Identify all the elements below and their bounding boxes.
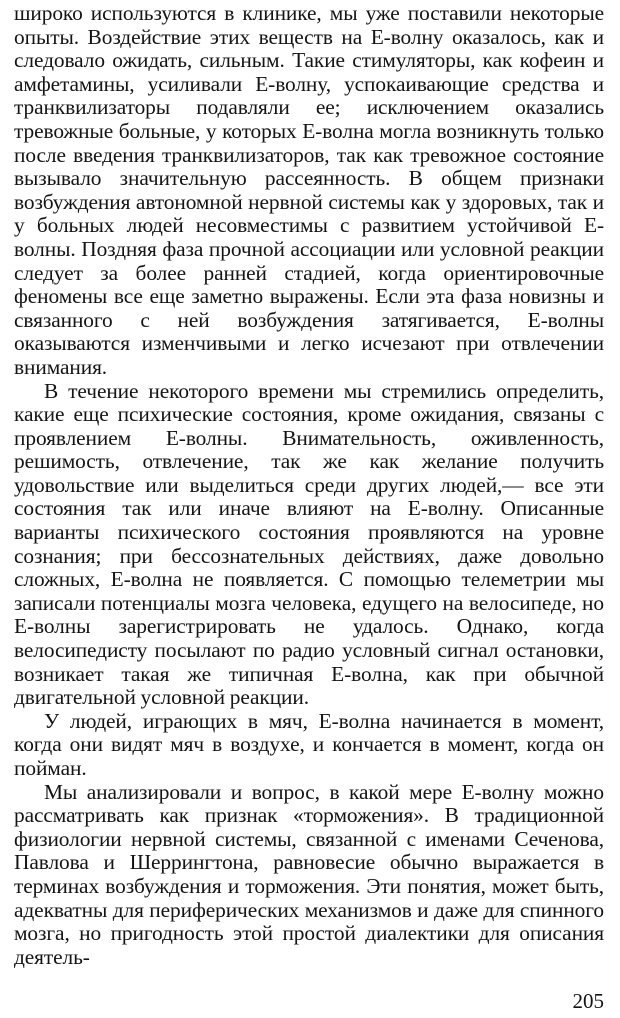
paragraph-4: Мы анализировали и вопрос, в какой мере E-волну можно рассматривать как признак «торможения». В традиционной физиологии нервной системы, связанной с именами Сеченова, Павлова и Шеррингтона, равновесие обычно выражается в терминах возбуждения и торможения. Эти понятия, может быть, адекватны для периферических механизмов и даже для спинного мозга, но пригодность этой простой диалектики для описания деятель- xyxy=(14,779,604,969)
page-text xyxy=(14,2,604,969)
page-number: 205 xyxy=(572,989,604,1013)
paragraph-2: В течение некоторого времени мы стремились определить, какие еще психические состояния, кроме ожидания, связаны с проявлением E-волны. Внимательность, оживленность, решимость, отвлечение, так же как желание получить удовольствие или выделиться среди других людей,— все эти состояния так или иначе влияют на E-волну. Описанные варианты психического состояния проявляются на уровне сознания; при бессознательных действиях, даже довольно сложных, E-волна не появляется. С помощью телеметрии мы записали потенциалы мозга человека, едущего на велосипеде, но E-волны зарегистрировать не удалось. Однако, когда велосипедисту посылают по радио условный сигнал остановки, возникает такая же типичная E-волна, как при обычной двигательной условной реакции. xyxy=(14,378,604,710)
paragraph-1: широко используются в клинике, мы уже поставили некоторые опыты. Воздействие этих веществ на E-волну оказалось, как и следовало ожидать, сильным. Такие стимуляторы, как кофеин и амфетамины, усиливали E-волну, успокаивающие средства и транквилизаторы подавляли ее; исключением оказались тревожные больные, у которых E-волна могла возникнуть только после введения транквилизаторов, так как тревожное состояние вызывало значительную рассеянность. В общем признаки возбуждения автономной нервной системы как у здоровых, так и у больных людей несовместимы с развитием устойчивой E-волны. Поздняя фаза прочной ассоциации или условной реакции следует за более ранней стадией, когда ориентировочные феномены все еще заметно выражены. Если эта фаза новизны и связанного с ней возбуждения затягивается, E-волны оказываются изменчивыми и легко исчезают при отвлечении внимания. xyxy=(14,1,604,379)
paragraph-3: У людей, играющих в мяч, E-волна начинается в момент, когда они видят мяч в воздухе, и кончается в момент, когда он пойман. xyxy=(14,708,604,780)
